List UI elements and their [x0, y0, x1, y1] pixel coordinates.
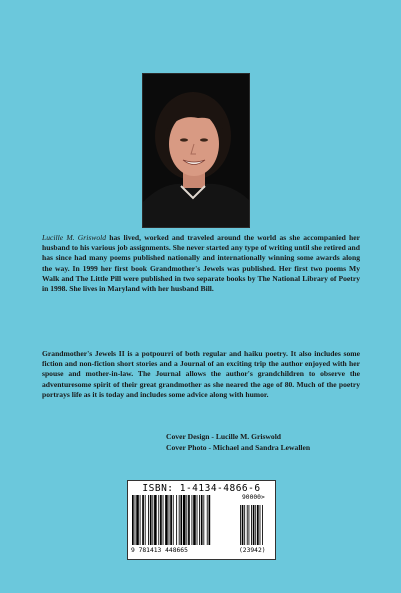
author-name: Lucille M. Griswold: [42, 233, 107, 242]
addon-number: (23942): [239, 547, 266, 554]
author-bio-text: has lived, worked and traveled around the world as she accompanied her husband to his various job assignments. She never started any type of writing until she retired and has since had many poems published nationally and internationally winning some awards along the way. In 1999 her first book Grandmother's Jewels was published. Her first two poems My Walk and The Little Pill were published in two separate books by The National Library of Poetry in 1998. She lives in Maryland with her husband Bill.: [42, 233, 360, 294]
author-portrait-image: [143, 74, 249, 227]
addon-code: 90000>: [242, 494, 265, 501]
barcode-bars: [132, 495, 272, 547]
author-photo: [142, 73, 250, 228]
isbn-text: ISBN: 1-4134-4866-6: [142, 483, 261, 494]
barcode-box: [127, 480, 276, 560]
barcode-digits: 9 781413 448665: [131, 547, 188, 554]
cover-credits: [166, 432, 376, 453]
author-bio: [42, 233, 360, 294]
cover-photo-credit: Cover Photo - Michael and Sandra Lewallen: [166, 442, 311, 452]
book-description: Grandmother's Jewels II is a potpourri of both regular and haiku poetry. It also includes some fiction and non-fiction short stories and a Journal of an exciting trip the author enjoyed with her spouse and mother-in-law. The Journal allows the author's grandchildren to observe the adventuresome spirit of their great grandmother as she neared the age of 80. Much of the poetry portrays life as it is today and includes some advice along with humor.: [42, 349, 360, 399]
cover-design-credit: Cover Design - Lucille M. Griswold: [166, 432, 282, 441]
